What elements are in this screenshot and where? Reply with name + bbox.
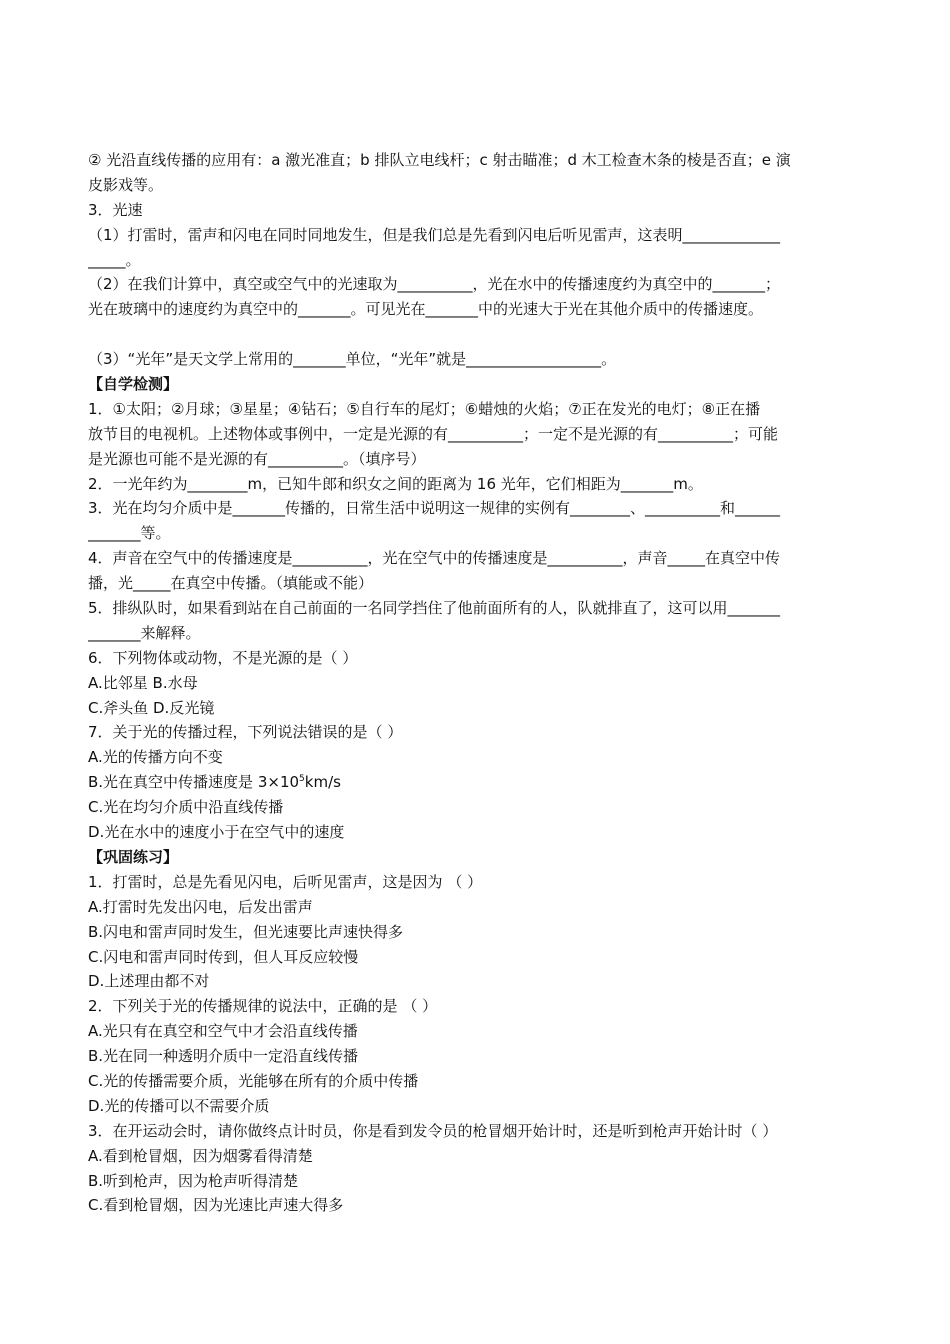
- section-heading-self-test: 【自学检测】: [88, 375, 179, 394]
- option-line: D.光的传播可以不需要介质: [88, 1096, 270, 1115]
- question-line: 3．在开运动会时，请你做终点计时员，你是看到发令员的枪冒烟开始计时，还是听到枪声开始计时（ ）: [88, 1121, 778, 1140]
- question-line: 2．一光年约为________m，已知牛郎和织女之间的距离为 16 光年，它们相距为_______m。: [88, 474, 703, 493]
- document-page: [88, 148, 878, 1218]
- text-line: _____。: [88, 250, 141, 269]
- question-line: 播，光_____在真空中传播。（填能或不能）: [88, 574, 374, 593]
- text-line: （3）“光年”是天文学上常用的_______单位，“光年”就是__________________。: [88, 350, 617, 369]
- option-line: A.光的传播方向不变: [88, 748, 223, 767]
- question-line: _______等。: [88, 524, 171, 543]
- question-line: 2．下列关于光的传播规律的说法中，正确的是 （ ）: [88, 997, 438, 1016]
- option-line: C.光在均匀介质中沿直线传播: [88, 798, 284, 817]
- question-line: 5．排纵队时，如果看到站在自己前面的一名同学挡住了他前面所有的人，队就排直了，这可以用_______: [88, 599, 781, 618]
- sup-suffix: km/s: [304, 773, 341, 792]
- option-line: B.闪电和雷声同时发生，但光速要比声速快得多: [88, 922, 404, 941]
- option-line: A.比邻星 B.水母: [88, 673, 198, 692]
- option-line: C.斧头鱼 D.反光镜: [88, 698, 215, 717]
- section-heading-practice: 【巩固练习】: [88, 847, 179, 866]
- question-line: 6．下列物体或动物，不是光源的是（ ）: [88, 648, 358, 667]
- option-line: A.看到枪冒烟，因为烟雾看得清楚: [88, 1146, 313, 1165]
- option-line-superscript: [88, 770, 878, 795]
- section-heading: 3．光速: [88, 200, 143, 219]
- text-line: （1）打雷时，雷声和闪电在同时同地发生，但是我们总是先看到闪电后听见雷声，这表明_____________: [88, 225, 781, 244]
- option-line: C.光的传播需要介质，光能够在所有的介质中传播: [88, 1071, 419, 1090]
- text-line: 光在玻璃中的速度约为真空中的_______。可见光在_______中的光速大于光在其他介质中的传播速度。: [88, 300, 764, 319]
- option-line: D.光在水中的速度小于在空气中的速度: [88, 823, 345, 842]
- question-line: 7．关于光的传播过程，下列说法错误的是（ ）: [88, 723, 403, 742]
- option-line: A.打雷时先发出闪电，后发出雷声: [88, 897, 313, 916]
- question-line: 1．①太阳；②月球；③星星；④钻石；⑤自行车的尾灯；⑥蜡烛的火焰；⑦正在发光的电灯；⑧正在播: [88, 399, 761, 418]
- text-line: ② 光沿直线传播的应用有：a 激光准直；b 排队立电线杆；c 射击瞄准；d 木工检查木条的棱是否直；e 演: [88, 151, 791, 169]
- question-line: 是光源也可能不是光源的有__________。（填序号）: [88, 449, 426, 468]
- blank-line: [88, 322, 878, 347]
- option-line: B.光在同一种透明介质中一定沿直线传播: [88, 1047, 359, 1066]
- option-line: D.上述理由都不对: [88, 972, 210, 991]
- question-line: _______来解释。: [88, 623, 201, 642]
- option-line: B.听到枪声，因为枪声听得清楚: [88, 1171, 299, 1190]
- option-line: A.光只有在真空和空气中才会沿直线传播: [88, 1022, 358, 1041]
- option-line: C.看到枪冒烟，因为光速比声速大得多: [88, 1196, 344, 1215]
- question-line: 3．光在均匀介质中是_______传播的，日常生活中说明这一规律的实例有________、__________和______: [88, 499, 781, 518]
- option-line: C.闪电和雷声同时传到，但人耳反应较慢: [88, 947, 359, 966]
- text-line: 皮影戏等。: [88, 175, 164, 194]
- sup-exponent: 5: [299, 774, 305, 785]
- question-line: 放节目的电视机。上述物体或事例中，一定是光源的有__________；一定不是光源的有__________；可能: [88, 424, 779, 443]
- text-line: （2）在我们计算中，真空或空气中的光速取为__________，光在水中的传播速度约为真空中的_______；: [88, 275, 781, 294]
- sup-prefix: B.光在真空中传播速度是 3×10: [88, 773, 300, 792]
- question-line: 4．声音在空气中的传播速度是__________，光在空气中的传播速度是__________，声音_____在真空中传: [88, 549, 781, 568]
- question-line: 1．打雷时，总是先看见闪电，后听见雷声，这是因为 （ ）: [88, 872, 483, 891]
